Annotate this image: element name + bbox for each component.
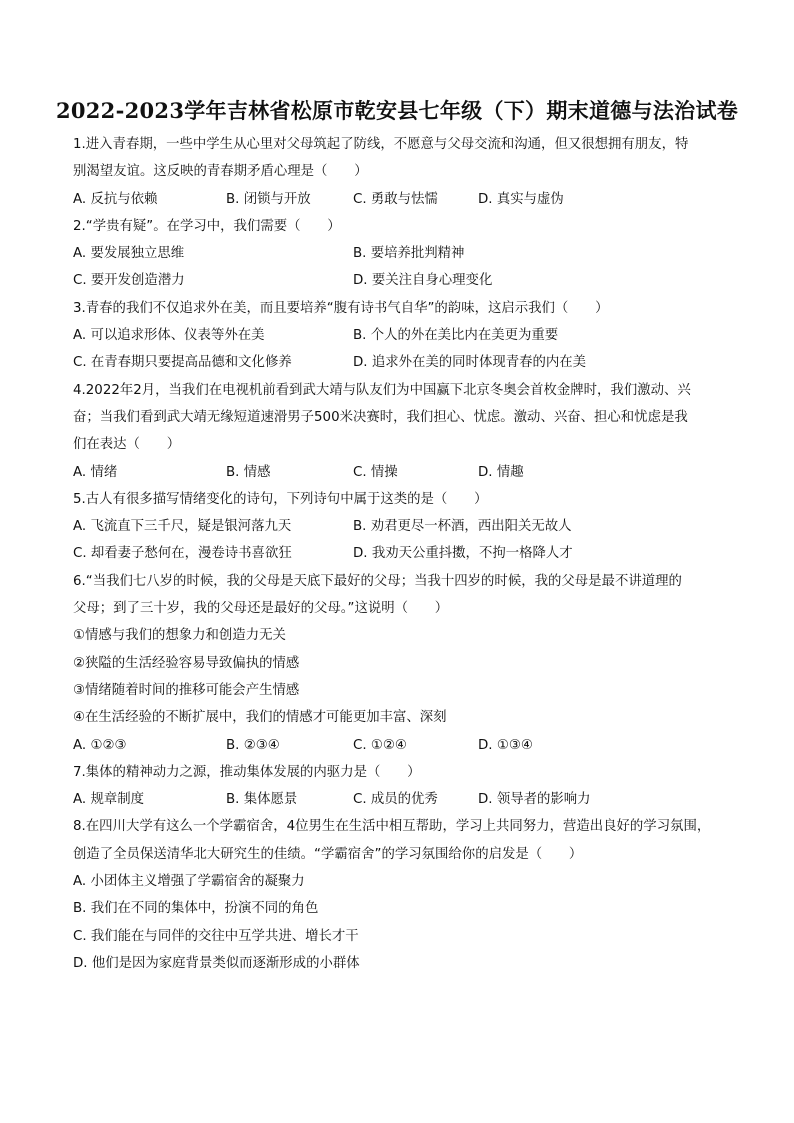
question-stem-line: 5.古人有很多描写情绪变化的诗句，下列诗句中属于这类的是（ ）: [73, 491, 488, 507]
option-a[interactable]: A. 飞流直下三千尺，疑是银河落九天: [73, 519, 292, 535]
option-d[interactable]: D. 他们是因为家庭背景类似而逐渐形成的小群体: [73, 955, 360, 971]
option-c[interactable]: C. 情操: [353, 464, 398, 480]
question-stem-line: 6.“当我们七八岁的时候，我的父母是天底下最好的父母；当我十四岁的时候，我的父母是最不讲道理的: [73, 573, 682, 589]
option-c[interactable]: C. 却看妻子愁何在，漫卷诗书喜欲狂: [73, 546, 292, 562]
question-stem-line: ②狭隘的生活经验容易导致偏执的情感: [73, 655, 300, 671]
option-b[interactable]: B. 要培养批判精神: [353, 246, 465, 262]
question-1: [73, 131, 725, 213]
question-stem-line: 7.集体的精神动力之源，推动集体发展的内驱力是（ ）: [73, 764, 421, 780]
option-c[interactable]: C. 勇敢与怯懦: [353, 191, 438, 207]
question-6: [73, 568, 725, 759]
option-c[interactable]: C. ①②④: [353, 737, 407, 753]
question-stem-line: 2.“学贵有疑”。在学习中，我们需要（ ）: [73, 218, 341, 234]
exam-title: 2022-2023学年吉林省松原市乾安县七年级（下）期末道德与法治试卷: [55, 98, 739, 123]
option-b[interactable]: B. 闭锁与开放: [226, 191, 311, 207]
question-stem-line: 创造了全员保送清华北大研究生的佳绩。“学霸宿舍”的学习氛围给你的启发是（ ）: [73, 846, 583, 862]
option-b[interactable]: B. 我们在不同的集体中，扮演不同的角色: [73, 901, 319, 917]
options-row: [73, 786, 725, 813]
options-row: [73, 513, 725, 540]
option-a[interactable]: A. 规章制度: [73, 792, 144, 808]
option-b[interactable]: B. 情感: [226, 464, 271, 480]
option-c[interactable]: C. 在青春期只要提高品德和文化修养: [73, 355, 292, 371]
question-7: [73, 759, 725, 814]
option-a[interactable]: A. 要发展独立思维: [73, 246, 185, 262]
option-d[interactable]: D. 我劝天公重抖擞，不拘一格降人才: [353, 546, 573, 562]
options-row: [73, 459, 725, 486]
question-stem-line: ①情感与我们的想象力和创造力无关: [73, 628, 286, 644]
option-a[interactable]: A. ①②③: [73, 737, 127, 753]
option-a[interactable]: A. 情绪: [73, 464, 118, 480]
question-stem-line: 们在表达（ ）: [73, 437, 181, 453]
question-4: [73, 377, 725, 486]
option-c[interactable]: C. 成员的优秀: [353, 792, 438, 808]
option-c[interactable]: C. 要开发创造潜力: [73, 273, 185, 289]
option-d[interactable]: D. 追求外在美的同时体现青春的内在美: [353, 355, 587, 371]
option-d[interactable]: D. 要关注自身心理变化: [353, 273, 493, 289]
option-b[interactable]: B. 劝君更尽一杯酒，西出阳关无故人: [353, 519, 572, 535]
question-list: [73, 131, 725, 977]
question-stem-line: ③情绪随着时间的推移可能会产生情感: [73, 682, 300, 698]
option-d[interactable]: D. ①③④: [478, 737, 533, 753]
option-d[interactable]: D. 情趣: [478, 464, 524, 480]
question-stem-line: ④在生活经验的不断扩展中，我们的情感才可能更加丰富、深刻: [73, 710, 447, 726]
option-d[interactable]: D. 领导者的影响力: [478, 792, 591, 808]
question-stem-line: 4.2022年2月，当我们在电视机前看到武大靖与队友们为中国赢下北京冬奥会首枚金牌时，我们激动、兴: [73, 382, 691, 398]
options-row: [73, 322, 725, 349]
option-d[interactable]: D. 真实与虚伪: [478, 191, 564, 207]
question-stem-line: 8.在四川大学有这么一个学霸宿舍，4位男生在生活中相互帮助，学习上共同努力，营造出良好的学习氛围，: [73, 819, 711, 835]
option-a[interactable]: A. 反抗与依赖: [73, 191, 158, 207]
options-row: [73, 732, 725, 759]
question-8: [73, 813, 725, 977]
options-row: [73, 540, 725, 567]
question-5: [73, 486, 725, 568]
question-stem-line: 1.进入青春期，一些中学生从心里对父母筑起了防线，不愿意与父母交流和沟通，但又很想拥有朋友，特: [73, 137, 689, 152]
option-c[interactable]: C. 我们能在与同伴的交往中互学共进、增长才干: [73, 928, 359, 944]
option-b[interactable]: B. 个人的外在美比内在美更为重要: [353, 328, 559, 344]
question-stem-line: 奋；当我们看到武大靖无缘短道速滑男子500米决赛时，我们担心、忧虑。激动、兴奋、担心和忧虑是我: [73, 409, 688, 425]
option-b[interactable]: B. 集体愿景: [226, 792, 298, 808]
options-row: [73, 186, 725, 213]
option-a[interactable]: A. 可以追求形体、仪表等外在美: [73, 328, 265, 344]
question-stem-line: 父母；到了三十岁，我的父母还是最好的父母。”这说明（ ）: [73, 601, 449, 617]
question-3: [73, 295, 725, 377]
question-2: [73, 213, 725, 295]
question-stem-line: 别渴望友谊。这反映的青春期矛盾心理是（ ）: [73, 164, 368, 180]
option-b[interactable]: B. ②③④: [226, 737, 280, 753]
options-row: [73, 240, 725, 267]
options-row: [73, 349, 725, 376]
question-stem-line: 3.青春的我们不仅追求外在美，而且要培养“腹有诗书气自华”的韵味，这启示我们（ ）: [73, 300, 609, 316]
option-a[interactable]: A. 小团体主义增强了学霸宿舍的凝聚力: [73, 874, 305, 890]
options-row: [73, 267, 725, 294]
